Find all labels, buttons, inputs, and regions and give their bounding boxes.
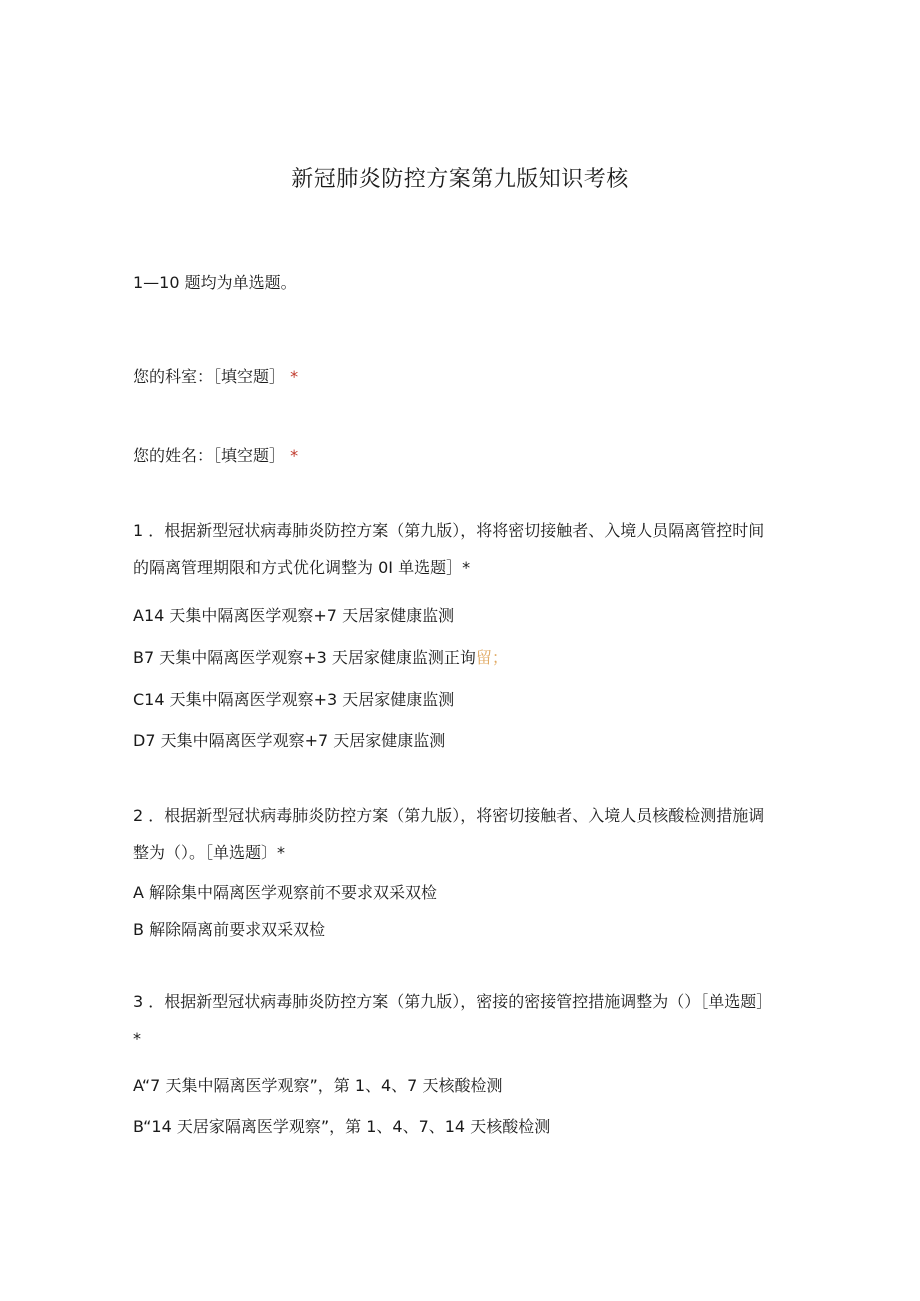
question-2-option-b[interactable]: B 解除隔离前要求双采双检 bbox=[133, 920, 326, 939]
option-b-highlight: 留； bbox=[475, 648, 508, 667]
option-b-text: B7 天集中隔离医学观察+3 天居家健康监测正询 bbox=[133, 648, 476, 667]
question-3-option-b[interactable]: B“14 天居家隔离医学观察”，第 1、4、7、14 天核酸检测 bbox=[133, 1117, 551, 1136]
required-mark: * bbox=[290, 446, 299, 465]
question-1-option-a[interactable]: A14 天集中隔离医学观察+7 天居家健康监测 bbox=[133, 606, 455, 625]
department-field bbox=[133, 365, 793, 389]
intro-text: 1—10 题均为单选题。 bbox=[133, 273, 297, 292]
question-2-option-a[interactable]: A 解除集中隔离医学观察前不要求双采双检 bbox=[133, 883, 438, 902]
question-1-text: 1 ．根据新型冠状病毒肺炎防控方案（第九版），将将密切接触者、入境人员隔离管控时间的隔离管理期限和方式优化调整为 0I 单选题］* bbox=[133, 521, 765, 577]
name-field bbox=[133, 444, 793, 468]
name-label: 您的姓名：［填空题］ bbox=[133, 446, 286, 465]
question-3-option-a[interactable]: A“7 天集中隔离医学观察”，第 1、4、7 天核酸检测 bbox=[133, 1076, 503, 1095]
question-2-text: 2 ．根据新型冠状病毒肺炎防控方案（第九版），将密切接触者、入境人员核酸检测措施调整为（）。［单选题〕* bbox=[133, 806, 765, 862]
question-1-option-c[interactable]: C14 天集中隔离医学观察+3 天居家健康监测 bbox=[133, 690, 455, 709]
department-label: 您的科室：［填空题］ bbox=[133, 367, 286, 386]
page-title: 新冠肺炎防控方案第九版知识考核 bbox=[291, 167, 629, 192]
question-1-option-d[interactable]: D7 天集中隔离医学观察+7 天居家健康监测 bbox=[133, 731, 446, 750]
required-mark: * bbox=[290, 367, 299, 386]
question-3-text: 3 ．根据新型冠状病毒肺炎防控方案（第九版），密接的密接管控措施调整为（）［单选题］* bbox=[133, 992, 773, 1048]
question-1-option-b[interactable] bbox=[133, 646, 793, 670]
